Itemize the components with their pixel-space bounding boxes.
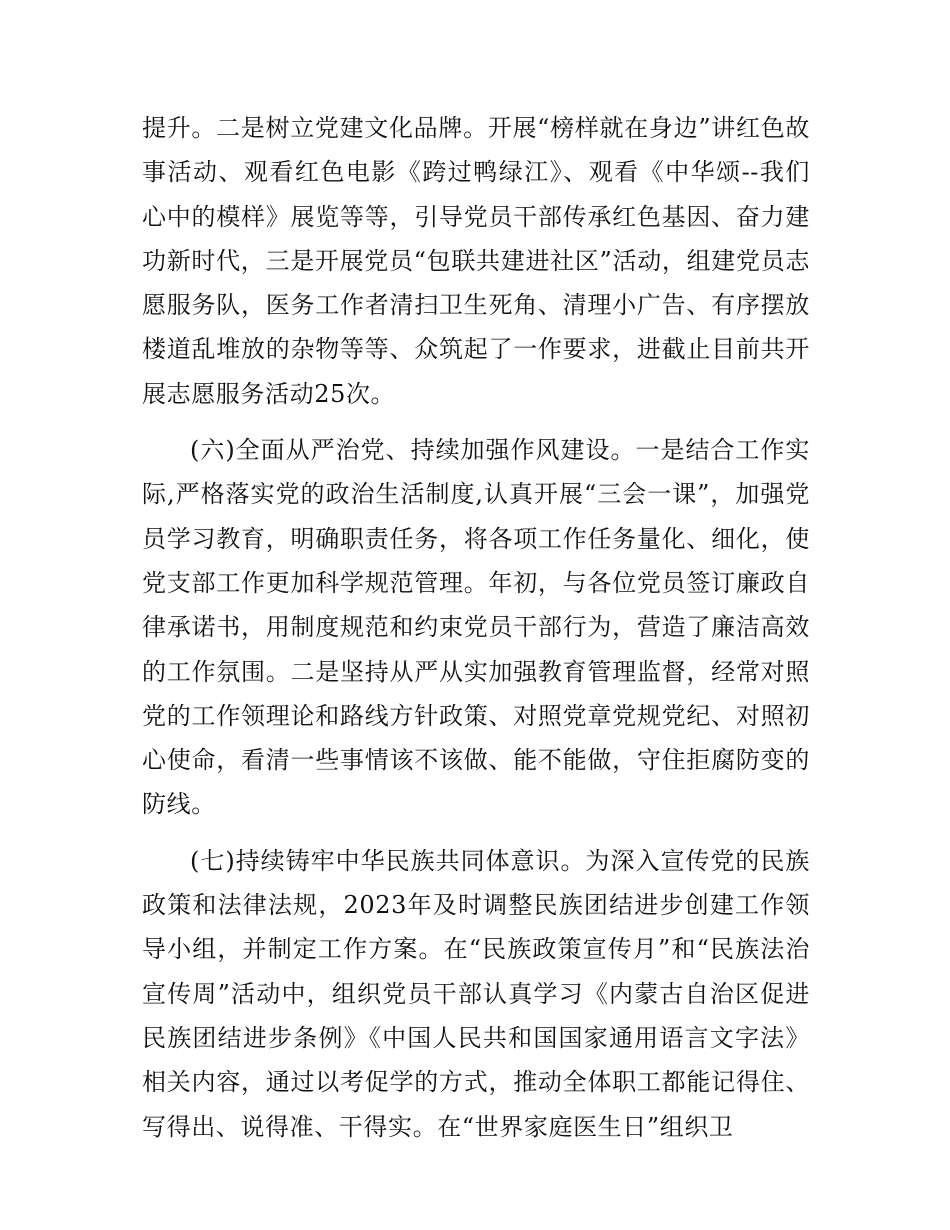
document-body <box>142 106 810 1149</box>
paragraph-section-six: (六)全面从严治党、持续加强作风建设。一是结合工作实际,严格落实党的政治生活制度,认真开展“三会一课”，加强党员学习教育，明确职责任务，将各项工作任务量化、细化，使党支部工作更加科学规范管理。年初，与各位党员签订廉政自律承诺书，用制度规范和约束党员干部行为，营造了廉洁高效的工作氛围。二是坚持从严从实加强教育管理监督，经常对照党的工作领理论和路线方针政策、对照党章党规党纪、对照初心使命，看清一些事情该不该做、能不能做，守住拒腐防变的防线。 <box>142 436 810 819</box>
paragraph-continuation: 提升。二是树立党建文化品牌。开展“榜样就在身边”讲红色故事活动、观看红色电影《跨过鸭绿江》、观看《中华颂--我们心中的模样》展览等等，引导党员干部传承红色基因、奋力建功新时代，三是开展党员“包联共建进社区”活动，组建党员志愿服务队，医务工作者清扫卫生死角、清理小广告、有序摆放楼道乱堆放的杂物等等、众筑起了一作要求，进截止目前共开展志愿服务活动25次。 <box>142 114 810 408</box>
paragraph-section-seven: (七)持续铸牢中华民族共同体意识。为深入宣传党的民族政策和法律法规，2023年及时调整民族团结进步创建工作领导小组，并制定工作方案。在“民族政策宣传月”和“民族法治宣传周”活动中，组织党员干部认真学习《内蒙古自治区促进民族团结进步条例》《中国人民共和国国家通用语言文字法》相关内容，通过以考促学的方式，推动全体职工都能记得住、写得出、说得准、干得实。在“世界家庭医生日”组织卫 <box>142 846 810 1141</box>
